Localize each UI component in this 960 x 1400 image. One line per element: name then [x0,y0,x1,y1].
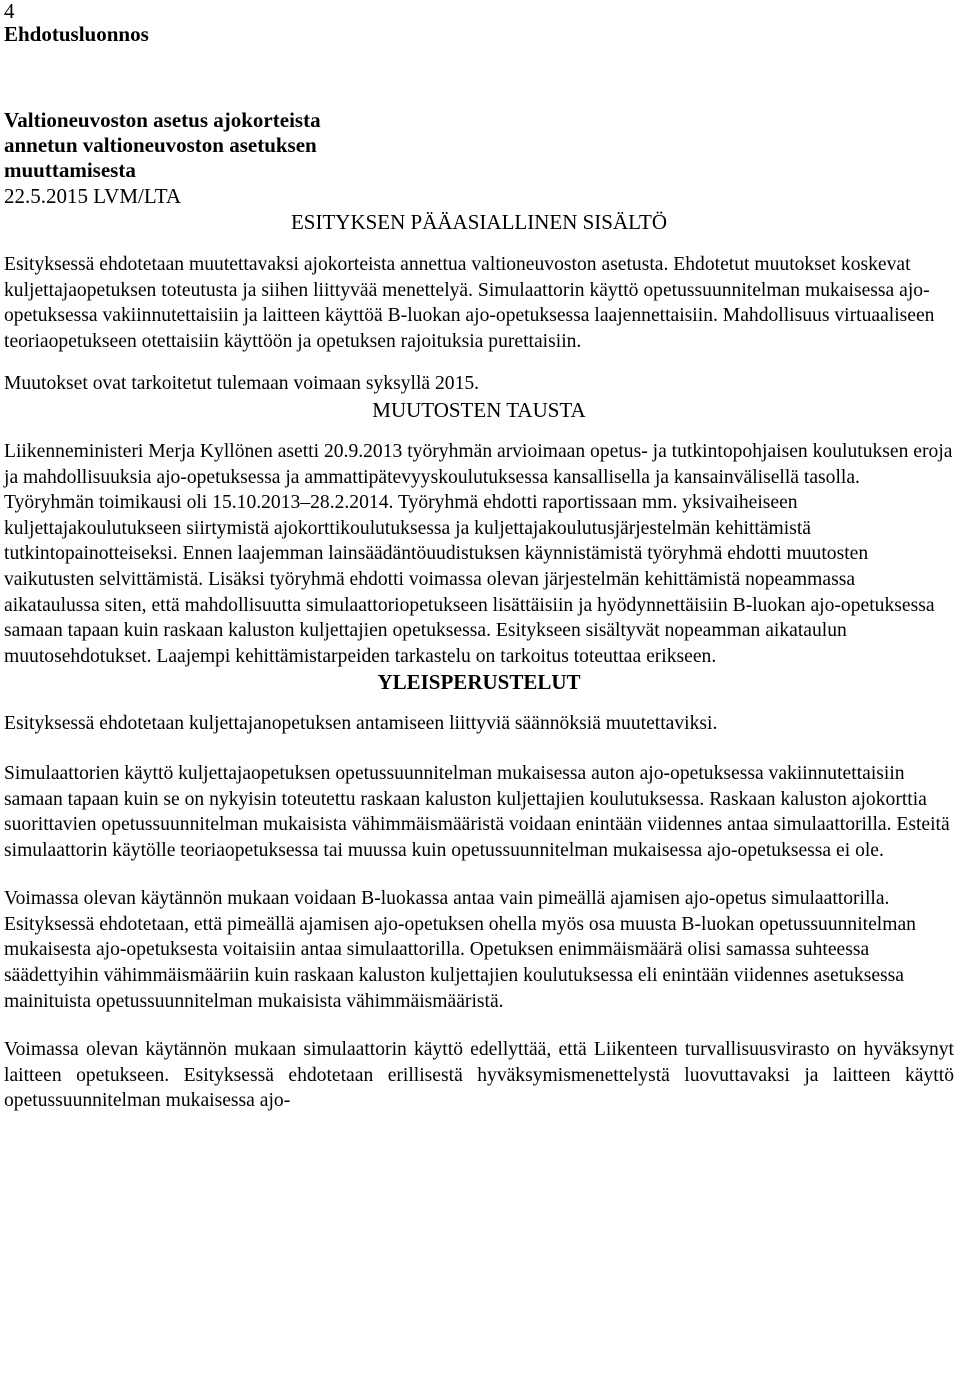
title-line-3: muuttamisesta [4,158,136,182]
title-line-2: annetun valtioneuvoston asetuksen [4,133,317,157]
main-content-paragraph-1: Esityksessä ehdotetaan muutettavaksi ajokorteista annettua valtioneuvoston asetusta. Ehdotetut muutokset koskevat kuljettajaopetuksen toteutusta ja siihen liittyvää menettelyä. Simulaattorin käyttö opetussuunnitelman mukaisessa ajo-opetuksessa vakiinnutettaisiin ja laitteen käyttöä B-luokan ajo-opetuksessa laajennettaisiin. Mahdollisuus virtuaaliseen teoriaopetukseen otettaisiin käyttöön ja opetuksen rajoituksia purettaisiin. [4,254,935,352]
draft-label: Ehdotusluonnos [4,22,149,46]
document-date-ministry: 22.5.2015 LVM/LTA [4,184,182,208]
background-heading: MUUTOSTEN TAUSTA [372,397,586,422]
title-line-1: Valtioneuvoston asetus ajokorteista [4,108,321,132]
page-number: 4 [4,0,15,23]
general-rationale-paragraph-1: Esityksessä ehdotetaan kuljettajanopetuksen antamiseen liittyviä säännöksiä muutettaviksi. [4,713,718,735]
main-content-paragraph-2: Muutokset ovat tarkoitetut tulemaan voimaan syksyllä 2015. [4,373,480,395]
background-paragraph-1: Liikenneministeri Merja Kyllönen asetti 20.9.2013 työryhmän arvioimaan opetus- ja tutkintopohjaisen koulutuksen eroja ja mahdollisuuksia ajo-opetuksessa ja ammattipätevyyskoulutuksessa kansallisella ja kansainvälisellä tasolla. Työryhmän toimikausi oli 15.10.2013–28.2.2014. Työryhmä ehdotti raportissaan mm. yksivaiheiseen kuljettajakoulutukseen siirtymistä ajokorttikoulutuksessa ja kuljettajakoulutusjärjestelmän kehittämistä tutkintopainotteiseksi. Ennen laajemman lainsäädäntöuudistuksen käynnistämistä työryhmä ehdotti muutosten vaikutusten selvittämistä. Lisäksi työryhmä ehdotti voimassa olevan järjestelmän kehittämistä nopeammassa aikataulussa siten, että mahdollisuutta simulaattoriopetukseen lisättäisiin ja hyödynnettäisiin B-luokan ajo-opetuksessa samaan tapaan kuin raskaan kaluston kuljettajien opetuksessa. Esitykseen sisältyvät nopeamman aikataulun muutosehdotukset. Laajempi kehittämistarpeiden tarkastelu on tarkoitus toteuttaa erikseen. [4,440,953,667]
general-rationale-paragraph-3: Voimassa olevan käytännön mukaan voidaan B-luokassa antaa vain pimeällä ajamisen ajo-opetus simulaattorilla. Esityksessä ehdotetaan, että pimeällä ajamisen ajo-opetuksen ohella myös osa muusta B-luokan opetussuunnitelman mukaisesta ajo-opetuksesta voitaisiin antaa simulaattorilla. Opetuksen enimmäismäärä olisi samassa suhteessa säädettyihin vähimmäismääriin kuin raskaan kaluston kuljettajien koulutuksessa eli enintään viidennes asetuksessa mainituista opetussuunnitelman mukaisista vähimmäismääristä. [4,888,916,1012]
general-rationale-heading: YLEISPERUSTELUT [377,670,581,695]
main-content-heading: ESITYKSEN PÄÄASIALLINEN SISÄLTÖ [290,210,668,234]
document-title [4,108,954,183]
general-rationale-paragraph-4: Voimassa olevan käytännön mukaan simulaattorin käyttö edellyttää, että Liikenteen turvallisuusvirasto on hyväksynyt laitteen opetukseen. Esityksessä ehdotetaan erillisestä hyväksymismenettelystä luovuttavaksi ja laitteen käyttö opetussuunnitelman mukaisessa ajo- [4,1039,954,1112]
general-rationale-paragraph-2: Simulaattorien käyttö kuljettajaopetuksen opetussuunnitelman mukaisessa auton ajo-opetuksessa vakiinnutettaisiin samaan tapaan kuin se on nykyisin toteutettu raskaan kaluston kuljettajien koulutuksessa. Raskaan kaluston ajokorttia suorittavien opetussuunnitelman mukaisista vähimmäismääristä voidaan enintään viidennes antaa simulaattorilla. Esteitä simulaattorin käytölle teoriaopetuksessa tai muussa kuin opetussuunnitelman mukaisessa ajo-opetuksessa ei ole. [4,762,950,861]
